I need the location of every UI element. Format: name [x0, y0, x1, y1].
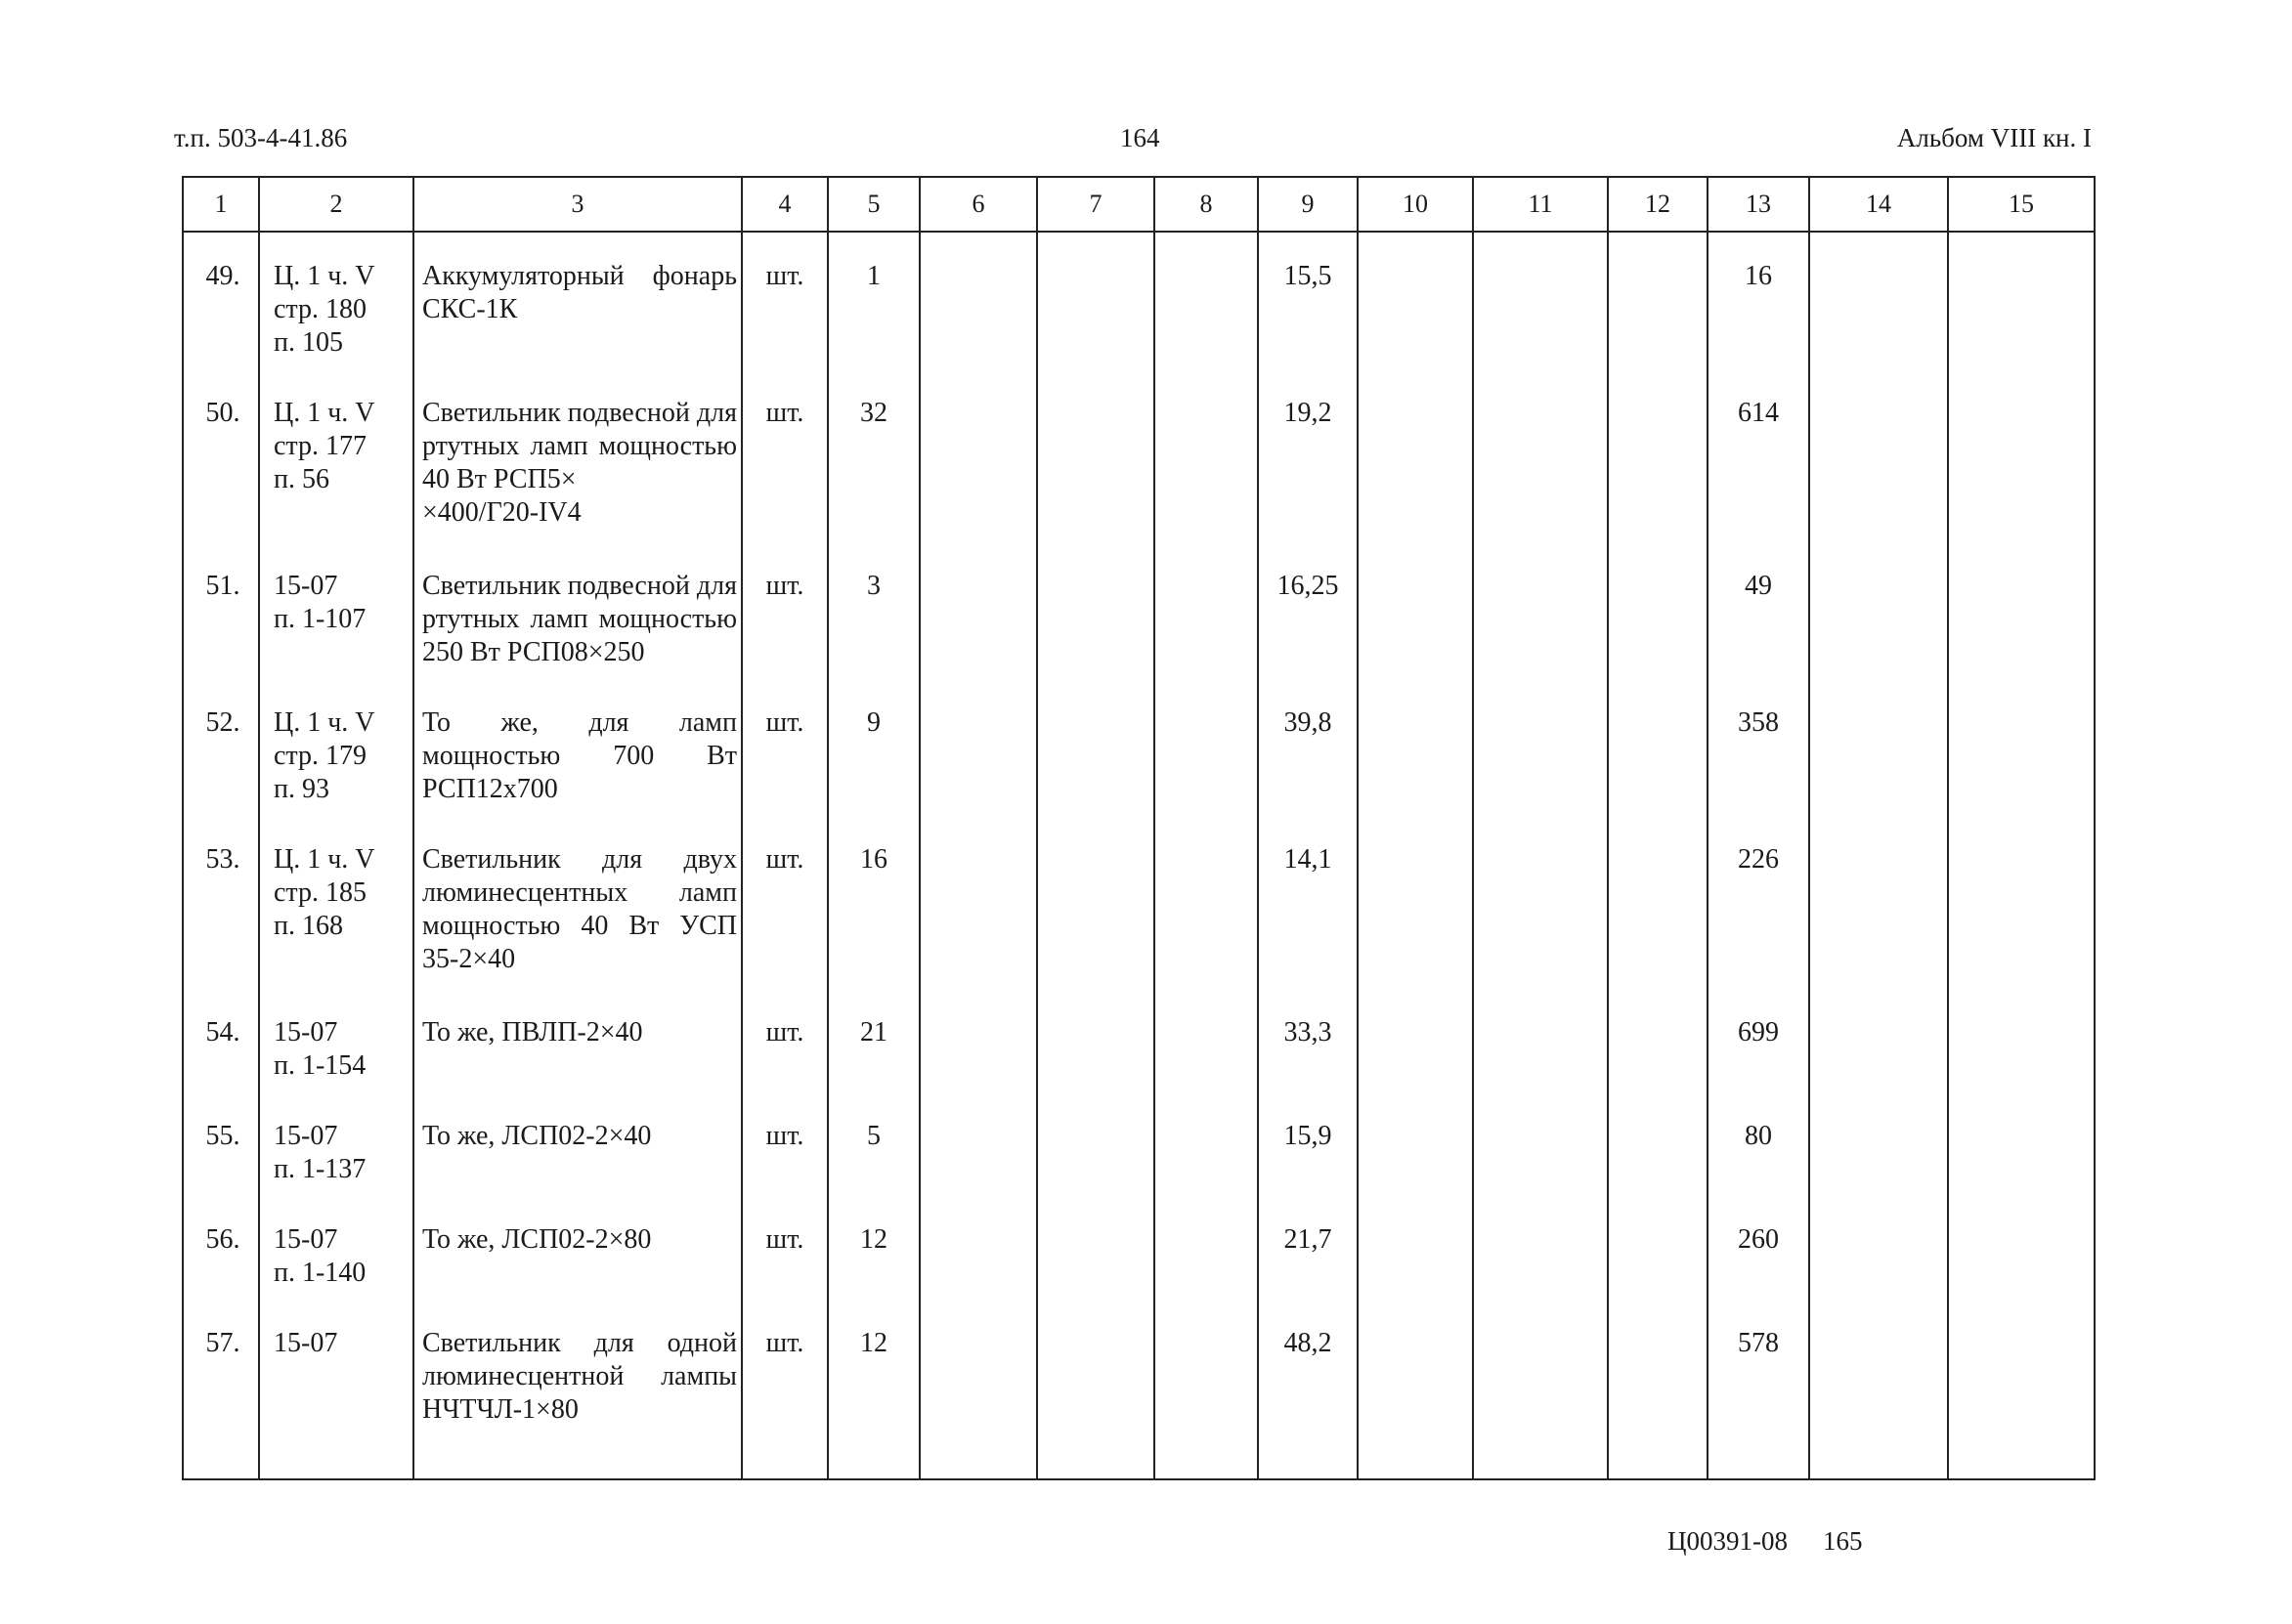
item-name-continuation: ×400/Г20-IV4	[422, 497, 582, 528]
empty-cell	[1473, 1327, 1608, 1479]
album-label: Альбом VIII кн. I	[1896, 123, 2092, 152]
row-number-cell: 52.	[183, 706, 259, 843]
quantity-cell: 3	[828, 570, 920, 706]
quantity-cell: 12	[828, 1327, 920, 1479]
reference-cell	[259, 397, 413, 570]
empty-cell	[1948, 1327, 2095, 1479]
reference-line: 15-07	[274, 1328, 338, 1358]
total-cost-cell: 16	[1708, 260, 1809, 397]
reference-line: стр. 180	[274, 294, 368, 324]
column-header: 9	[1258, 177, 1358, 232]
reference-line: стр. 179	[274, 741, 368, 771]
empty-cell	[1608, 232, 1708, 260]
empty-cell	[1473, 232, 1608, 260]
unit-cell: шт.	[742, 570, 828, 706]
empty-cell	[1037, 232, 1154, 260]
empty-cell	[1358, 843, 1473, 1016]
empty-cell	[1608, 706, 1708, 843]
reference-line: 15-07	[274, 1224, 338, 1255]
empty-cell	[1608, 1223, 1708, 1327]
table-body	[183, 232, 2095, 1479]
empty-cell	[1154, 570, 1258, 706]
table-row	[183, 1120, 2095, 1223]
table-row	[183, 1223, 2095, 1327]
column-header: 2	[259, 177, 413, 232]
table-row	[183, 1016, 2095, 1120]
total-cost-cell: 260	[1708, 1223, 1809, 1327]
row-number-cell: 57.	[183, 1327, 259, 1479]
empty-cell	[1358, 260, 1473, 397]
empty-cell	[1809, 1120, 1948, 1223]
item-name-cell	[413, 1223, 742, 1327]
page-number: 164	[1120, 123, 1160, 152]
document-code: т.п. 503-4-41.86	[174, 123, 348, 152]
reference-line: п. 105	[274, 327, 343, 358]
item-name-text: То же, для ламп мощностью 700 Вт РСП12х700	[422, 707, 737, 804]
total-cost-cell: 226	[1708, 843, 1809, 1016]
empty-cell	[920, 1223, 1037, 1327]
quantity-cell: 9	[828, 706, 920, 843]
unit-cell: шт.	[742, 843, 828, 1016]
table-row	[183, 843, 2095, 1016]
empty-cell	[1037, 1327, 1154, 1479]
empty-cell	[1809, 570, 1948, 706]
empty-cell	[742, 232, 828, 260]
column-header: 4	[742, 177, 828, 232]
unit-price-cell: 16,25	[1258, 570, 1358, 706]
empty-cell	[920, 397, 1037, 570]
empty-cell	[1358, 706, 1473, 843]
table-row	[183, 260, 2095, 397]
empty-cell	[1358, 1327, 1473, 1479]
empty-cell	[1608, 570, 1708, 706]
empty-cell	[1948, 1120, 2095, 1223]
empty-cell	[920, 232, 1037, 260]
unit-price-cell: 19,2	[1258, 397, 1358, 570]
total-cost-cell: 578	[1708, 1327, 1809, 1479]
column-header: 12	[1608, 177, 1708, 232]
specification-table	[182, 176, 2096, 1480]
unit-cell: шт.	[742, 260, 828, 397]
reference-cell	[259, 1120, 413, 1223]
quantity-cell: 12	[828, 1223, 920, 1327]
reference-cell	[259, 570, 413, 706]
reference-cell	[259, 706, 413, 843]
table-row	[183, 1327, 2095, 1479]
reference-line: Ц. 1 ч. V	[274, 261, 375, 291]
footer-code: Ц00391-08	[1667, 1526, 1788, 1556]
empty-cell	[1948, 570, 2095, 706]
empty-cell	[1608, 1120, 1708, 1223]
item-name-cell	[413, 397, 742, 570]
empty-cell	[1358, 1016, 1473, 1120]
reference-line: п. 1-140	[274, 1258, 367, 1288]
quantity-cell: 16	[828, 843, 920, 1016]
empty-cell	[1037, 843, 1154, 1016]
empty-cell	[920, 843, 1037, 1016]
unit-price-cell: 21,7	[1258, 1223, 1358, 1327]
reference-line: 15-07	[274, 571, 338, 601]
quantity-cell: 1	[828, 260, 920, 397]
column-header: 15	[1948, 177, 2095, 232]
empty-cell	[413, 232, 742, 260]
item-name-text: То же, ПВЛП-2×40	[422, 1017, 643, 1047]
empty-cell	[1948, 1223, 2095, 1327]
item-name-cell	[413, 706, 742, 843]
column-header: 5	[828, 177, 920, 232]
empty-cell	[1258, 232, 1358, 260]
reference-line: п. 1-154	[274, 1050, 367, 1081]
row-number-cell: 53.	[183, 843, 259, 1016]
empty-cell	[1608, 260, 1708, 397]
empty-cell	[1948, 260, 2095, 397]
reference-cell	[259, 260, 413, 397]
unit-cell: шт.	[742, 397, 828, 570]
empty-cell	[1473, 706, 1608, 843]
empty-cell	[1358, 1223, 1473, 1327]
reference-line: Ц. 1 ч. V	[274, 844, 375, 875]
empty-cell	[1358, 1120, 1473, 1223]
empty-cell	[1809, 843, 1948, 1016]
empty-cell	[1154, 1223, 1258, 1327]
item-name-cell	[413, 843, 742, 1016]
empty-cell	[1708, 232, 1809, 260]
reference-line: п. 93	[274, 774, 329, 804]
quantity-cell: 32	[828, 397, 920, 570]
empty-cell	[1948, 232, 2095, 260]
footer-page-number: 165	[1823, 1526, 1863, 1556]
empty-cell	[1358, 232, 1473, 260]
reference-cell	[259, 1223, 413, 1327]
item-name-cell	[413, 1327, 742, 1479]
unit-cell: шт.	[742, 1016, 828, 1120]
empty-cell	[1037, 706, 1154, 843]
empty-cell	[828, 232, 920, 260]
column-header: 11	[1473, 177, 1608, 232]
reference-line: п. 56	[274, 464, 329, 494]
empty-cell	[1948, 397, 2095, 570]
reference-line: стр. 185	[274, 877, 368, 908]
column-header: 14	[1809, 177, 1948, 232]
empty-cell	[1473, 1223, 1608, 1327]
empty-cell	[1809, 1016, 1948, 1120]
empty-cell	[920, 1016, 1037, 1120]
empty-cell	[1473, 397, 1608, 570]
page-header	[174, 123, 2092, 162]
row-number-cell: 54.	[183, 1016, 259, 1120]
unit-price-cell: 15,5	[1258, 260, 1358, 397]
column-number-header-row	[183, 177, 2095, 232]
row-number-cell: 55.	[183, 1120, 259, 1223]
empty-cell	[1809, 706, 1948, 843]
unit-price-cell: 15,9	[1258, 1120, 1358, 1223]
reference-line: Ц. 1 ч. V	[274, 398, 375, 428]
unit-cell: шт.	[742, 1327, 828, 1479]
empty-cell	[1037, 1016, 1154, 1120]
item-name-text: То же, ЛСП02-2×40	[422, 1121, 652, 1151]
item-name-text: То же, ЛСП02-2×80	[422, 1224, 652, 1255]
empty-cell	[1358, 570, 1473, 706]
empty-cell	[920, 570, 1037, 706]
empty-cell	[1948, 706, 2095, 843]
column-header: 8	[1154, 177, 1258, 232]
empty-cell	[1154, 1327, 1258, 1479]
reference-line: п. 1-107	[274, 604, 367, 634]
empty-cell	[1608, 1016, 1708, 1120]
unit-cell: шт.	[742, 1223, 828, 1327]
empty-cell	[920, 706, 1037, 843]
empty-cell	[1809, 260, 1948, 397]
table-row	[183, 706, 2095, 843]
item-name-text: Аккумуляторный фонарь СКС-1К	[422, 261, 737, 324]
empty-cell	[1154, 706, 1258, 843]
empty-cell	[1809, 397, 1948, 570]
row-number-cell: 51.	[183, 570, 259, 706]
reference-line: п. 1-137	[274, 1154, 367, 1184]
empty-cell	[1608, 843, 1708, 1016]
row-number-cell: 56.	[183, 1223, 259, 1327]
item-name-text: Светильник для двух люминесцентных ламп мощностью 40 Вт УСП 35-2×40	[422, 844, 737, 974]
column-header: 7	[1037, 177, 1154, 232]
empty-cell	[259, 232, 413, 260]
empty-cell	[1154, 1120, 1258, 1223]
empty-cell	[1154, 260, 1258, 397]
unit-price-cell: 33,3	[1258, 1016, 1358, 1120]
row-number-cell: 50.	[183, 397, 259, 570]
empty-cell	[920, 1327, 1037, 1479]
empty-cell	[1037, 1223, 1154, 1327]
empty-cell	[1154, 1016, 1258, 1120]
empty-cell	[1948, 843, 2095, 1016]
total-cost-cell: 614	[1708, 397, 1809, 570]
table-spacer-row	[183, 232, 2095, 260]
page-footer	[1667, 1526, 1863, 1557]
empty-cell	[1948, 1016, 2095, 1120]
empty-cell	[1473, 570, 1608, 706]
column-header: 3	[413, 177, 742, 232]
item-name-cell	[413, 1120, 742, 1223]
empty-cell	[1809, 232, 1948, 260]
empty-cell	[1809, 1327, 1948, 1479]
empty-cell	[1473, 843, 1608, 1016]
empty-cell	[920, 1120, 1037, 1223]
column-header: 1	[183, 177, 259, 232]
total-cost-cell: 49	[1708, 570, 1809, 706]
reference-cell	[259, 843, 413, 1016]
unit-cell: шт.	[742, 706, 828, 843]
empty-cell	[1154, 232, 1258, 260]
item-name-text: Светильник для одной люминесцентной лампы НЧТЧЛ-1×80	[422, 1328, 737, 1425]
column-header: 6	[920, 177, 1037, 232]
item-name-text: Светильник подвесной для ртутных ламп мощностью 250 Вт РСП08×250	[422, 571, 737, 667]
table-row	[183, 570, 2095, 706]
empty-cell	[1608, 397, 1708, 570]
item-name-cell	[413, 260, 742, 397]
reference-line: п. 168	[274, 911, 343, 941]
reference-line: 15-07	[274, 1121, 338, 1151]
column-header: 10	[1358, 177, 1473, 232]
unit-cell: шт.	[742, 1120, 828, 1223]
unit-price-cell: 14,1	[1258, 843, 1358, 1016]
column-header: 13	[1708, 177, 1809, 232]
item-name-cell	[413, 1016, 742, 1120]
quantity-cell: 21	[828, 1016, 920, 1120]
empty-cell	[183, 232, 259, 260]
reference-cell	[259, 1327, 413, 1479]
total-cost-cell: 358	[1708, 706, 1809, 843]
reference-line: 15-07	[274, 1017, 338, 1047]
empty-cell	[1154, 397, 1258, 570]
reference-cell	[259, 1016, 413, 1120]
row-number-cell: 49.	[183, 260, 259, 397]
empty-cell	[1608, 1327, 1708, 1479]
empty-cell	[1473, 1016, 1608, 1120]
empty-cell	[1037, 260, 1154, 397]
quantity-cell: 5	[828, 1120, 920, 1223]
item-name-cell	[413, 570, 742, 706]
empty-cell	[1473, 1120, 1608, 1223]
item-name-text: Светильник подвесной для ртутных ламп мощностью 40 Вт РСП5×	[422, 398, 737, 494]
empty-cell	[1037, 397, 1154, 570]
reference-line: стр. 177	[274, 431, 368, 461]
total-cost-cell: 80	[1708, 1120, 1809, 1223]
unit-price-cell: 39,8	[1258, 706, 1358, 843]
empty-cell	[1473, 260, 1608, 397]
empty-cell	[1037, 1120, 1154, 1223]
empty-cell	[1358, 397, 1473, 570]
empty-cell	[920, 260, 1037, 397]
empty-cell	[1154, 843, 1258, 1016]
empty-cell	[1037, 570, 1154, 706]
table-row	[183, 397, 2095, 570]
total-cost-cell: 699	[1708, 1016, 1809, 1120]
reference-line: Ц. 1 ч. V	[274, 707, 375, 738]
empty-cell	[1809, 1223, 1948, 1327]
unit-price-cell: 48,2	[1258, 1327, 1358, 1479]
